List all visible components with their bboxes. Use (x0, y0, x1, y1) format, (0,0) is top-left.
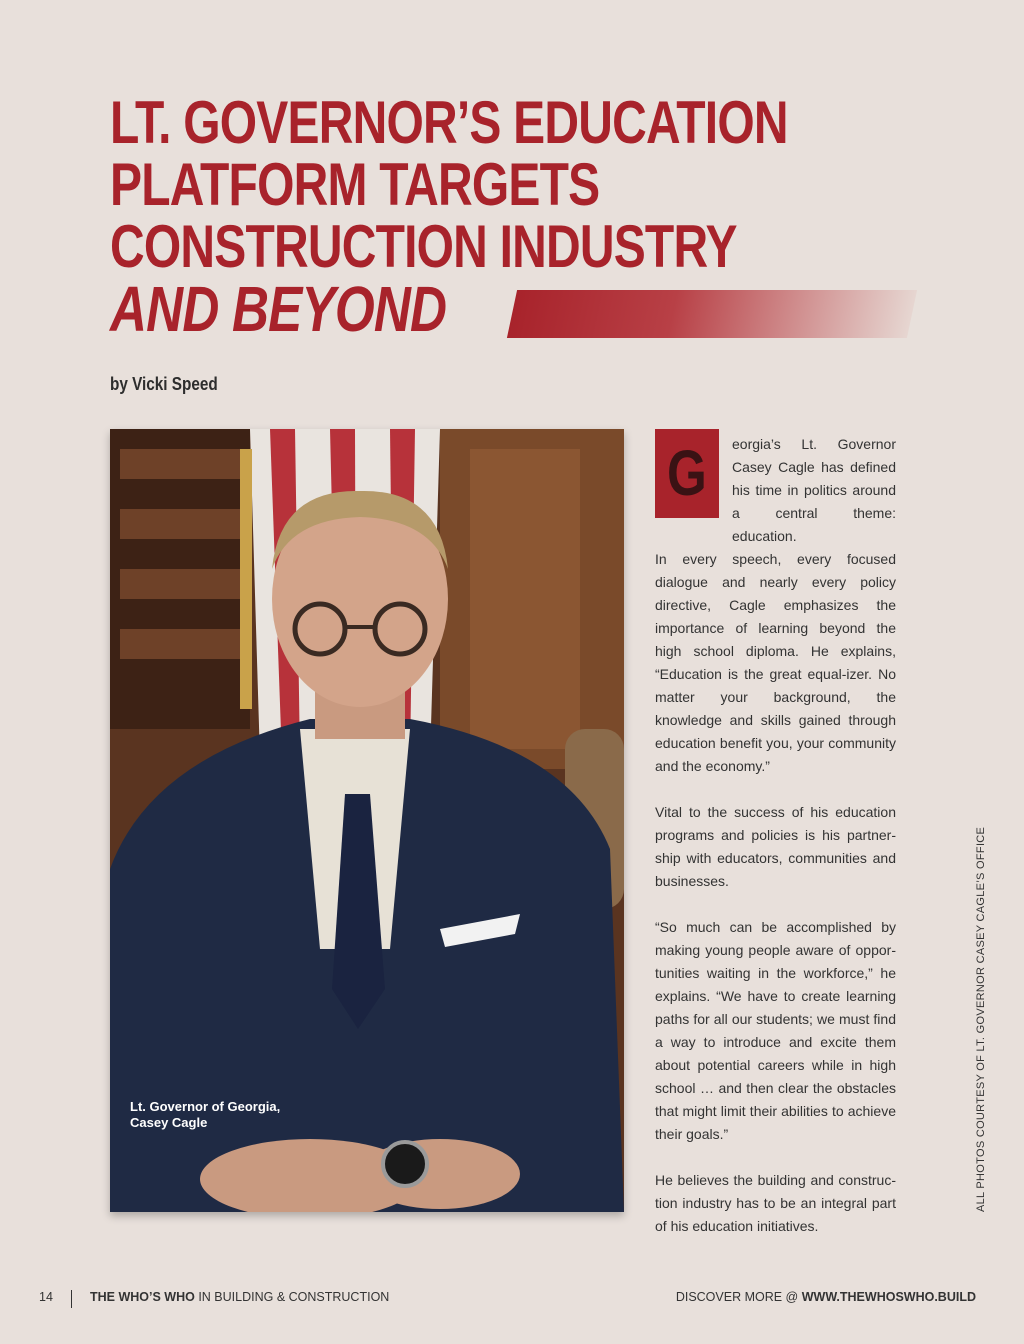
publication-name-bold: THE WHO’S WHO (90, 1290, 195, 1304)
article-paragraph: Vital to the success of his education programs and policies is his partner-ship with educators, communities and businesses. (655, 804, 896, 889)
article-body (655, 548, 896, 1261)
photo-credit: ALL PHOTOS COURTESY OF LT. GOVERNOR CASEY CAGLE’S OFFICE (975, 826, 987, 1212)
article-paragraph: In every speech, every focused dialogue and nearly every policy directive, Cagle emphasizes the importance of learning beyond the high school diploma. He explains, “Education is the great equal-izer. No matter your background, the knowledge and skills gained through education benefit you, your community and the economy.” (655, 551, 896, 774)
caption-line-1: Lt. Governor of Georgia, (130, 1099, 281, 1114)
page-number: 14 (39, 1290, 53, 1304)
headline-line-1: LT. GOVERNOR’S EDUCATION (110, 89, 788, 156)
portrait-illustration (110, 429, 624, 1212)
caption-line-2: Casey Cagle (130, 1115, 208, 1130)
discover-prefix: DISCOVER MORE @ (675, 1290, 802, 1304)
drop-cap (655, 429, 719, 518)
article-paragraph: He believes the building and construc-tion industry has to be an integral part of his education initiatives. (655, 1172, 896, 1234)
website-link[interactable]: WWW.THEWHOSWHO.BUILD (801, 1290, 976, 1304)
byline: by Vicki Speed (110, 374, 218, 394)
publication-name-rest: IN BUILDING & CONSTRUCTION (194, 1290, 390, 1304)
article-paragraph: “So much can be accomplished by making young people aware of oppor-tunities waiting in the workforce,” he explains. “We have to create learning paths for all our students; we must find a way to introduce and excite them about potential careers while in high school … and then clear the obstacles that might limit their abilities to achieve their goals.” (655, 919, 896, 1142)
drop-cap-letter: G (667, 437, 707, 509)
headline-line-2: PLATFORM TARGETS (110, 151, 600, 218)
discover-more (676, 1290, 976, 1304)
portrait-photo (110, 429, 624, 1212)
headline-line-3: CONSTRUCTION INDUSTRY (110, 213, 737, 280)
headline-accent-bar (507, 290, 917, 338)
headline-line-4: AND BEYOND (110, 273, 447, 345)
publication-name (90, 1290, 389, 1304)
footer-divider (71, 1290, 72, 1308)
article-intro: eorgia’s Lt. Governor Casey Cagle has defined his time in politics around a central theme: education. (732, 436, 896, 544)
photo-caption (130, 1099, 350, 1131)
